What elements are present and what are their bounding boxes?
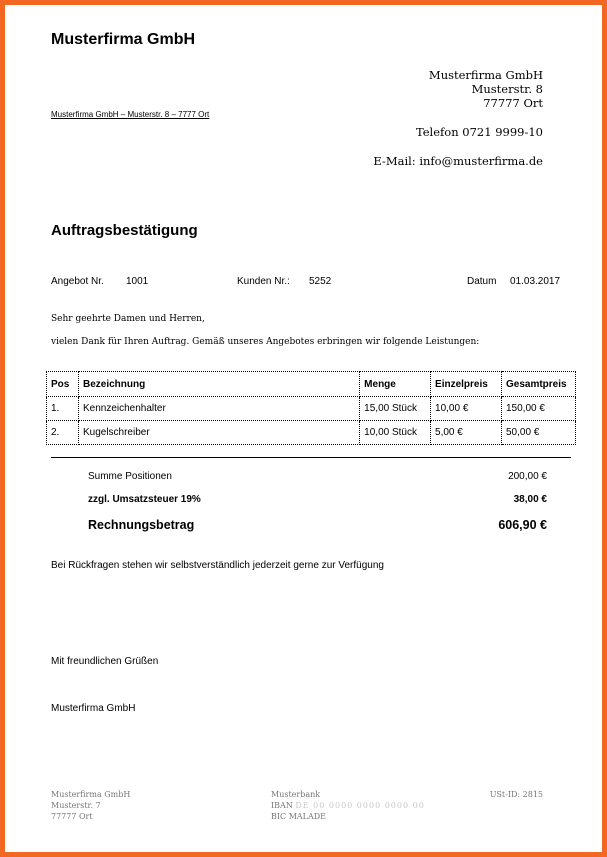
cell-quantity: 10,00 Stück [360,421,431,445]
sender-name: Musterfirma GmbH [428,68,543,82]
sender-street: Musterstr. 8 [471,82,543,96]
greeting-text: Mit freundlichen Grüßen [51,656,159,667]
items-table [46,371,576,445]
footer-bank-name: Musterbank [271,790,321,799]
signature-text: Musterfirma GmbH [51,703,136,714]
vat-value: 38,00 € [513,494,547,505]
header-total-price: Gesamtpreis [501,372,575,397]
offer-number: 1001 [126,276,149,287]
footer-company-street: Musterstr. 7 [51,801,101,810]
cell-unit-price: 5,00 € [431,421,502,445]
header-description: Bezeichnung [78,372,359,397]
footer-bank [271,789,425,822]
positions-value: 200,00 € [508,471,547,482]
sender-address [429,68,543,110]
sender-city: 77777 Ort [483,96,543,110]
footer-company-city: 77777 Ort [51,812,93,821]
footer-company [51,789,130,822]
total-value: 606,90 € [498,518,547,532]
questions-text: Bei Rückfragen stehen wir selbstverständlich jederzeit gerne zur Verfügung [51,560,384,571]
divider-line [51,457,571,458]
customer-label: Kunden Nr.: [237,276,290,287]
footer-bic: BIC MALADE [271,812,327,821]
phone-number: Telefon 0721 9999-10 [415,125,543,139]
cell-description: Kennzeichenhalter [78,397,359,421]
offer-label: Angebot Nr. [51,276,104,287]
cell-quantity: 15,00 Stück [360,397,431,421]
header-pos: Pos [47,372,79,397]
table-row [47,421,576,445]
total-label: Rechnungsbetrag [88,518,195,532]
return-address-line: Musterfirma GmbH – Musterstr. 8 – 7777 Ort [51,110,210,119]
cell-pos: 2. [47,421,79,445]
salutation: Sehr geehrte Damen und Herren, [51,314,205,324]
document-title: Auftragsbestätigung [51,222,198,239]
date-label: Datum [467,276,497,287]
footer-company-name: Musterfirma GmbH [51,790,131,799]
footer-iban-label: IBAN [271,801,293,810]
company-title: Musterfirma GmbH [51,31,196,48]
cell-total-price: 50,00 € [501,421,575,445]
positions-label: Summe Positionen [88,471,172,482]
cell-description: Kugelschreiber [78,421,359,445]
cell-unit-price: 10,00 € [431,397,502,421]
footer-ust-id: USt-ID: 2815 [489,790,543,799]
customer-number: 5252 [309,276,332,287]
vat-label: zzgl. Umsatzsteuer 19% [88,494,201,505]
cell-total-price: 150,00 € [501,397,575,421]
intro-text: vielen Dank für Ihren Auftrag. Gemäß unseres Angebotes erbringen wir folgende Leistungen: [51,337,480,347]
table-row [47,397,576,421]
email-address: E-Mail: info@musterfirma.de [373,154,543,168]
header-unit-price: Einzelpreis [431,372,502,397]
cell-pos: 1. [47,397,79,421]
table-header-row [47,372,576,397]
footer-iban-value: DE 00 0000 0000 0000 00 [295,801,425,810]
footer-iban [271,800,425,811]
header-quantity: Menge [360,372,431,397]
date-value: 01.03.2017 [510,276,561,287]
